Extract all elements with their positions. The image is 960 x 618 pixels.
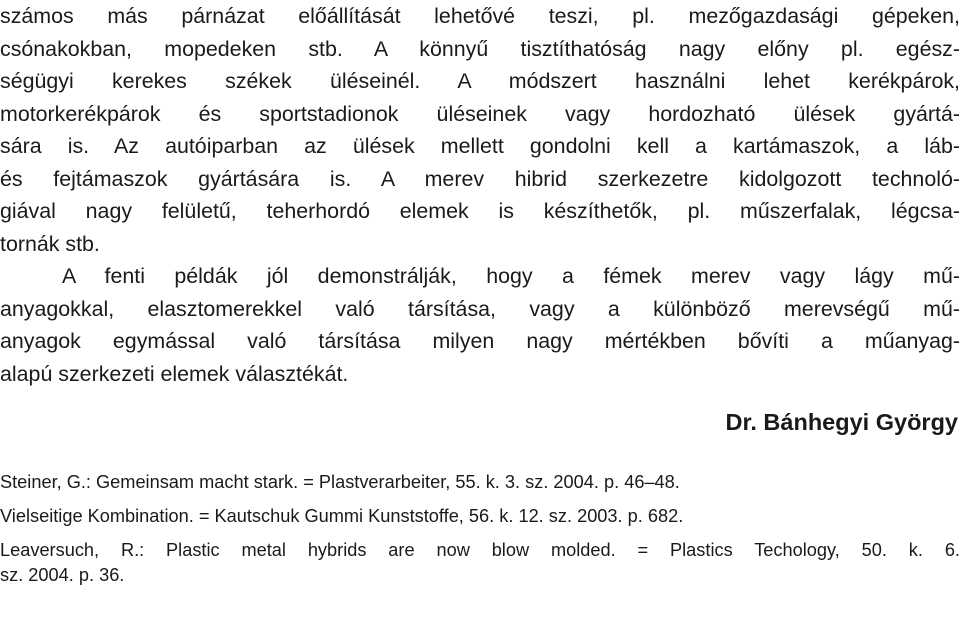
body-line: számos más párnázat előállítását lehetővé teszi, pl. mezőgazdasági gépeken, (0, 4, 960, 28)
reference-line: Vielseitige Kombination. = Kautschuk Gummi Kunststoffe, 56. k. 12. sz. 2003. p. 682. (0, 506, 684, 526)
reference-list (0, 470, 960, 597)
body-line: motorkerékpárok és sportstadionok üléseinek vagy hordozható ülések gyártá- (0, 101, 960, 126)
body-line: alapú szerkezeti elemek választékát. (0, 361, 349, 386)
body-line: és fejtámaszok gyártására is. A merev hibrid szerkezetre kidolgozott technoló- (0, 166, 960, 191)
reference-line: sz. 2004. p. 36. (0, 565, 125, 585)
author-signature: Dr. Bánhegyi György (725, 409, 958, 435)
body-line: tornák stb. (0, 231, 100, 256)
reference-item (0, 538, 960, 588)
body-line: anyagokkal, elasztomerekkel való társítása, vagy a különböző merevségű mű- (0, 296, 960, 321)
reference-line: Steiner, G.: Gemeinsam macht stark. = Plastverarbeiter, 55. k. 3. sz. 2004. p. 46–48. (0, 472, 680, 492)
body-line: anyagok egymással való társítása milyen nagy mértékben bővíti a műanyag- (0, 329, 960, 353)
reference-item (0, 504, 960, 529)
reference-item (0, 470, 960, 495)
reference-line: Leaversuch, R.: Plastic metal hybrids are now blow molded. = Plastics Techology, 50. k. 6. (0, 540, 960, 560)
body-line: ségügyi kerekes székek üléseinél. A módszert használni lehet kerékpárok, (0, 69, 960, 93)
body-line: csónakokban, mopedeken stb. A könnyű tisztíthatóság nagy előny pl. egész- (0, 36, 960, 61)
body-line: sára is. Az autóiparban az ülések mellett gondolni kell a kartámaszok, a láb- (0, 134, 960, 158)
paragraph-start-line: A fenti példák jól demonstrálják, hogy a fémek merev vagy lágy mű- (62, 264, 960, 288)
body-line: giával nagy felületű, teherhordó elemek is készíthetők, pl. műszerfalak, légcsa- (0, 199, 960, 223)
